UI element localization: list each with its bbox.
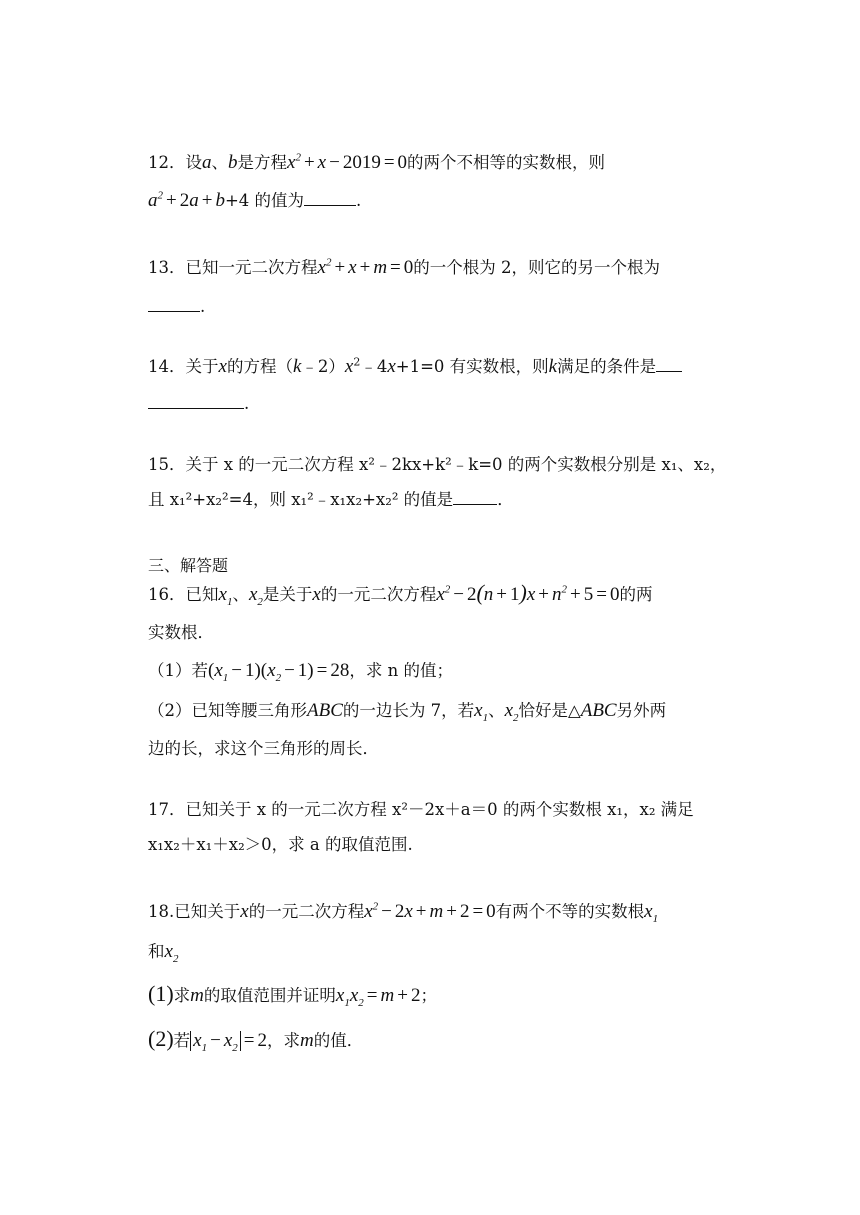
- question-16-line-2: 实数根．: [148, 623, 214, 642]
- equation: $x^2 - 2x + m + 2 = 0$: [364, 900, 496, 922]
- section-heading: 三、解答题: [148, 556, 229, 575]
- question-16-line-1: 16．已知$x_1$、$x_2$是关于x的一元二次方程$x^2 - 2(n + 1)x + n^2 + 5 = 0$的两: [148, 580, 653, 608]
- answer-blank: [148, 297, 200, 312]
- question-16-part-2-line-2: 边的长，求这个三角形的周长．: [148, 739, 379, 758]
- question-17-line-1: 17．已知关于 x 的一元二次方程 x²－2x＋a＝0 的两个实数根 x₁，x₂ 满足: [148, 800, 694, 819]
- expression: $a^2 + 2a + b$: [148, 189, 225, 211]
- question-16-part-2-line-1: （2）已知等腰三角形ABC的一边长为 7，若$x_1$、$x_2$恰好是△ABC另外两: [148, 700, 667, 724]
- question-17-line-2: x₁x₂＋x₁＋x₂＞0，求 a 的取值范围.: [148, 835, 413, 854]
- answer-blank: [304, 191, 356, 206]
- question-18-part-2: (2)若 $x_1 - x_2 = 2$，求m的值．: [148, 1026, 364, 1054]
- question-13-line-2: .: [148, 296, 205, 318]
- question-number: 12．: [148, 153, 186, 172]
- equation: $x_1x_2 = m + 2$: [335, 985, 421, 1009]
- question-18-line-2: 和$x_2$: [148, 941, 179, 965]
- question-15-line-2: 且 x₁²+x₂²=4，则 x₁²﹣x₁x₂+x₂² 的值是 ．: [148, 490, 514, 509]
- equation: $x^2 + x - 2019 = 0$: [287, 151, 408, 173]
- question-18-part-1: (1)求m的取值范围并证明$x_1x_2 = m + 2$；: [148, 981, 437, 1009]
- question-number: 13．: [148, 258, 186, 277]
- answer-blank: [656, 357, 682, 372]
- equation: $x^2 - 2(n + 1)x + n^2 + 5 = 0$: [436, 580, 620, 605]
- question-14-line-2: .: [148, 393, 249, 415]
- absolute-value: $x_1 - x_2$: [190, 1031, 241, 1051]
- question-number: 16．: [148, 585, 186, 604]
- question-15-line-1: 15．关于 x 的一元二次方程 x²﹣2kx+k²﹣k=0 的两个实数根分别是 x₁、x₂，: [148, 455, 727, 474]
- question-number: 18.: [148, 902, 175, 921]
- question-12-line-1: 12．设a、b是方程$x^2 + x - 2019 = 0$的两个不相等的实数根，则: [148, 151, 606, 173]
- question-16-part-1: （1）若$(x_1 - 1)(x_2 - 1) = 28$，求 n 的值；: [148, 660, 453, 684]
- question-number: 14．: [148, 357, 186, 376]
- question-number: 17．: [148, 800, 186, 819]
- question-12-line-2: $a^2 + 2a + b+4$ 的值为 .: [148, 189, 362, 211]
- question-14-line-1: 14．关于x的方程$(k﹣2)x^2﹣4x+1=0$ 有实数根，则k满足的条件是: [148, 356, 682, 378]
- equation: $(x_1 - 1)(x_2 - 1) = 28$: [208, 660, 350, 684]
- question-number: 15．: [148, 455, 186, 474]
- equation: $x^2 + x + m = 0$: [317, 256, 414, 278]
- question-13-line-1: 13．已知一元二次方程$x^2 + x + m = 0$的一个根为 2，则它的另一个根为: [148, 256, 661, 278]
- question-18-line-1: 18.已知关于x的一元二次方程$x^2 - 2x + m + 2 = 0$有两个不等的实数根$x_1$: [148, 900, 659, 925]
- answer-blank: [453, 490, 497, 505]
- answer-blank: [148, 394, 244, 409]
